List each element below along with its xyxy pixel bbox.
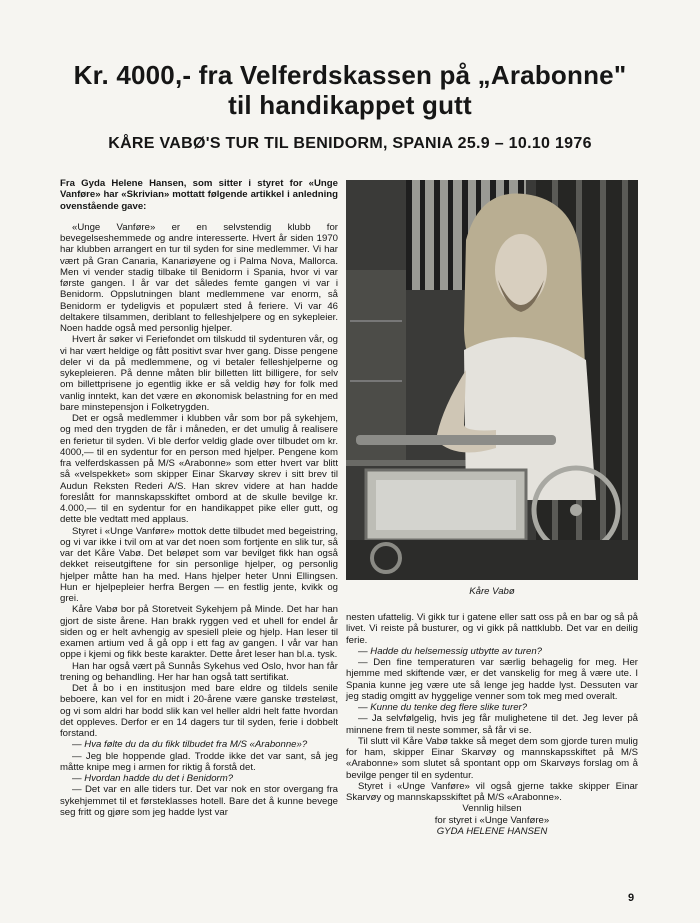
signature-name: GYDA HELENE HANSEN	[436, 825, 548, 837]
intro-paragraph: Fra Gyda Helene Hansen, som sitter i styret for «Unge Vanføre» har «Skrivian» mottatt følgende artikkel i anledning ovenstående gave:	[60, 178, 338, 212]
interview-answer: nesten ufattelig. Vi gikk tur i gatene eller satt oss på en bar og så på livet. Vi reiste på busturer, og vi gikk på nattklubb. Det var en deilig ferie.	[346, 612, 638, 646]
page-number: 9	[628, 892, 635, 904]
interview-answer: — Jeg ble hoppende glad. Trodde ikke det var sant, så jeg måtte knipe meg i armen for riktig å forstå det.	[60, 750, 338, 773]
interview-question: — Kunne du tenke deg flere slike turer?	[358, 702, 528, 713]
title-line-1: Kr. 4000,- fra Velferdskassen på „Arabonne"	[73, 60, 627, 90]
interview-answer: — Den fine temperaturen var særlig behagelig for meg. Her hjemme med skiftende vær, er det vanskelig for meg å være ute. I Spania kunne jeg være ute så lenge jeg hadde lyst. Dessuten var jeg stadig omgitt av hyggelige venner som tok meg med overalt.	[346, 657, 638, 702]
body-paragraph: Det er også medlemmer i klubben vår som bor på sykehjem, og med den trygden de får i måneden, er det umulig å realisere en ferietur til syden. Vi ble derfor veldig glade over tilbudet om kr. 4000,— til en sydentur for en person med hjelper. Pengene kom fra velferdskassen på M/S «Arabonne» som etter hvert var blitt så «velspekket» som skipper Einar Skarvøy skrev i sitt brev til Audun Reksten Rederi A/S. Han skrev videre at han hadde foreslått for mannskapsskiftet ombord at de skulle bevilge kr. 4.000,— til en sydentur for en handikappet pike eller gutt, og dette ble vedtatt med applaus.	[60, 413, 338, 526]
article-photo	[346, 180, 638, 580]
interview-question: — Hva følte du da du fikk tilbudet fra M/S «Arabonne»?	[72, 739, 308, 751]
body-paragraphs	[60, 222, 338, 740]
body-paragraph: Styret i «Unge Vanføre» mottok dette tilbudet med begeistring, og vi var ikke i tvil om at var det noen som fortjente en slik tur, så var det Kåre Vabø. Det beløpet som var bevilget fikk han også dekket reiseutgiftene for sin personlige hjelper, og personlig hjelper måtte han ha med. Hans hjelper heter Unni Ellingsen. Hun er hjelpepleier herfra Bergen — en festlig jente, kvikk og grei.	[60, 525, 338, 604]
signature-line: for styret i «Unge Vanføre»	[434, 814, 550, 826]
photo-caption: Kåre Vabø	[469, 586, 515, 597]
body-paragraph: Det å bo i en institusjon med bare eldre og tildels senile beboere, kan vel for en midt i 20-årene være ganske trøsteløst, og vi som aldri har bodd slik kan vel heller aldri helt fatte hvordan det oppleves. Derfor er en 14 dagers tur til syden, ferie i dobbelt forstand.	[60, 683, 338, 739]
title-line-2: til handikappet gutt	[228, 90, 472, 120]
interview-answer: — Det var en alle tiders tur. Det var nok en stor overgang fra sykehjemmet til et førsteklasses hotell. Bare det å kunne bevege seg fritt og gjøre som jeg hadde lyst var	[60, 784, 338, 818]
body-paragraph: Kåre Vabø bor på Storetveit Sykehjem på Minde. Det har han gjort de siste årene. Han brakk ryggen ved et uhell for endel år siden og er helt avhengig av spesiell pleie og hjelp. Han leser til examen artium ved å gå opp i ett fag av gangen. I vår var han oppe i kjemi og fikk beste karakter. Dette året leser han bl.a. tysk.	[60, 604, 338, 661]
right-column	[346, 612, 638, 837]
interview-answer: Til slutt vil Kåre Vabø takke så meget dem som gjorde turen mulig for ham, skipper Einar Skarvøy og mannskapsskiftet på M/S «Arabonne» som slutet så spontant opp om Skarvøys forslag om å bevilge penger til en sydentur.	[346, 735, 638, 781]
interview-right	[346, 612, 638, 803]
interview-answer: Styret i «Unge Vanføre» vil også gjerne takke skipper Einar Skarvøy og mannskapsskiftet på M/S «Arabonne».	[346, 780, 638, 803]
interview-left	[60, 739, 338, 818]
body-paragraph: Hvert år søker vi Feriefondet om tilskudd til sydenturen vår, og vi har vært heldige og fått positivt svar hver gang. Disse pengene deler vi da på medlemmene, og vi betaler felleshjelperne og sykepleieren. På denne måten blir billetten litt billigere, for selv om billettprisene jo egentlig ikke er så veldig høy for folk med vanlig inntekt, kan det være en økonomisk belastning for en med bare minstepensjon i Folketrygden.	[60, 334, 338, 413]
interview-question: — Hvordan hadde du det i Benidorm?	[72, 773, 234, 784]
body-paragraph: «Unge Vanføre» er en selvstendig klubb for bevegelseshemmede og andre interesserte. Hvert år siden 1970 har klubben arrangert en tur til syden for sine medlemmer. Vi har vært på Gran Canaria, Kanariøyene og i Palma Nova, Mallorca. Men vi vender stadig tilbake til Benidorm i Spania, hvor vi var første gangen. I år var det således femte gangen vi var i Benidorm. Oppslutningen blant medlemmene var enorm, så Benidorm er tydeligvis et populært sted å feriere. Vi var 46 deltakere tilsammen, deriblant to felleshjelpere og en sykepleier. Noen hadde også med personlig hjelper.	[60, 221, 338, 334]
interview-question: — Hadde du helsemessig utbytte av turen?	[358, 645, 542, 657]
body-paragraph: Han har også vært på Sunnås Sykehus ved Oslo, hvor han får trening og behandling. Her har han også tatt sertifikat.	[60, 660, 338, 683]
interview-answer: — Ja selvfølgelig, hvis jeg får mulighetene til det. Jeg lever på minnene frem til neste sommer, så får vi se.	[346, 713, 638, 736]
closing-greeting: Vennlig hilsen	[462, 803, 522, 815]
photo-illustration	[346, 180, 638, 580]
article-subtitle: KÅRE VABØ'S TUR TIL BENIDORM, SPANIA 25.9 – 10.10 1976	[108, 135, 592, 152]
article-title	[40, 60, 660, 120]
left-column	[60, 178, 338, 818]
